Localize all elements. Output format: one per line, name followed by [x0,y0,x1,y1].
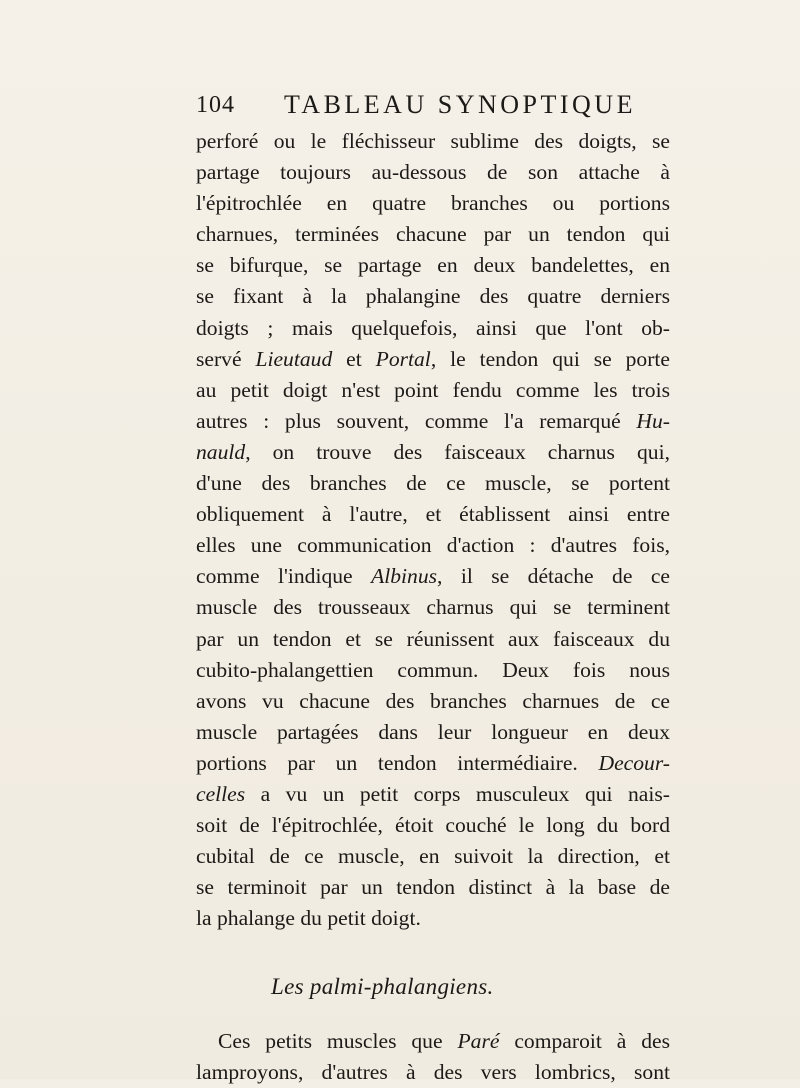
author-name-decourcelles-part1: Decour- [598,750,670,775]
text-line: perforé ou le fléchisseur sublime des doigts, se [196,129,670,153]
text-line: muscle des trousseaux charnus qui se terminent [196,595,670,620]
text-line: se bifurque, se partage en deux bandelettes, en [196,253,670,278]
text-line: obliquement à l'autre, et établissent ainsi entre [196,502,670,527]
text-fragment: et [332,346,376,371]
text-fragment: , le tendon qui se porte [430,346,670,371]
text-line: doigts ; mais quelquefois, ainsi que l'ont ob- [196,315,670,340]
text-line: cubito-phalangettien commun. Deux fois nous [196,657,670,682]
text-fragment: portions par un tendon intermédiaire. [196,750,599,775]
text-line [196,344,670,375]
text-line: elles une communication d'action : d'autres fois, [196,533,670,558]
text-fragment: Ces petits muscles que [218,1029,458,1053]
text-line: charnues, terminées chacune par un tendon qui [196,222,670,247]
text-fragment: comparoit à des [499,1029,670,1053]
paragraph-1 [196,126,670,934]
author-name-albinus: Albinus [371,564,438,589]
section-heading: Les palmi-phalangiens. [271,974,494,999]
text-fragment: comme l'indique [196,564,372,589]
text-line: d'une des branches de ce muscle, se portent [196,471,670,496]
text-line: avons vu chacune des branches charnues de ce [196,688,670,713]
text-line: au petit doigt n'est point fendu comme les trois [196,377,670,402]
page-header [196,92,676,124]
text-fragment: servé [196,346,256,371]
author-name-hunauld-part2: nauld [196,439,246,464]
text-line [196,406,670,437]
text-line [196,779,670,810]
author-name-lieutaud: Lieutaud [255,346,333,371]
text-fragment: a vu un petit corps musculeux qui nais- [245,781,670,806]
text-line: se terminoit par un tendon distinct à la base de [196,875,670,900]
author-name-decourcelles-part2: celles [196,781,246,806]
text-line [196,748,670,779]
text-line: partage toujours au-dessous de son attache à [196,160,670,185]
author-name-portal: Portal [375,346,431,371]
text-line: par un tendon et se réunissent aux faisceaux du [196,626,670,651]
text-line [196,1026,670,1057]
text-line: la phalange du petit doigt. [196,906,421,931]
author-name-pare: Paré [457,1029,500,1053]
text-fragment: , il se détache de ce [437,564,670,589]
page-number: 104 [196,92,235,118]
text-line: lamproyons, d'autres à des vers lombrics, sont [196,1060,670,1085]
text-line: l'épitrochlée en quatre branches ou portions [196,191,670,216]
text-line: soit de l'épitrochlée, étoit couché le long du bord [196,813,670,838]
text-fragment: , on trouve des faisceaux charnus qui, [245,439,670,464]
text-line [196,561,670,592]
text-line [196,437,670,468]
text-fragment: autres : plus souvent, comme l'a remarqué [196,408,637,433]
text-line: cubital de ce muscle, en suivoit la direction, et [196,844,670,869]
text-line: se fixant à la phalangine des quatre derniers [196,284,670,309]
running-title: TABLEAU SYNOPTIQUE [284,90,636,119]
text-line: muscle partagées dans leur longueur en deux [196,719,670,744]
author-name-hunauld-part1: Hu- [636,408,670,433]
